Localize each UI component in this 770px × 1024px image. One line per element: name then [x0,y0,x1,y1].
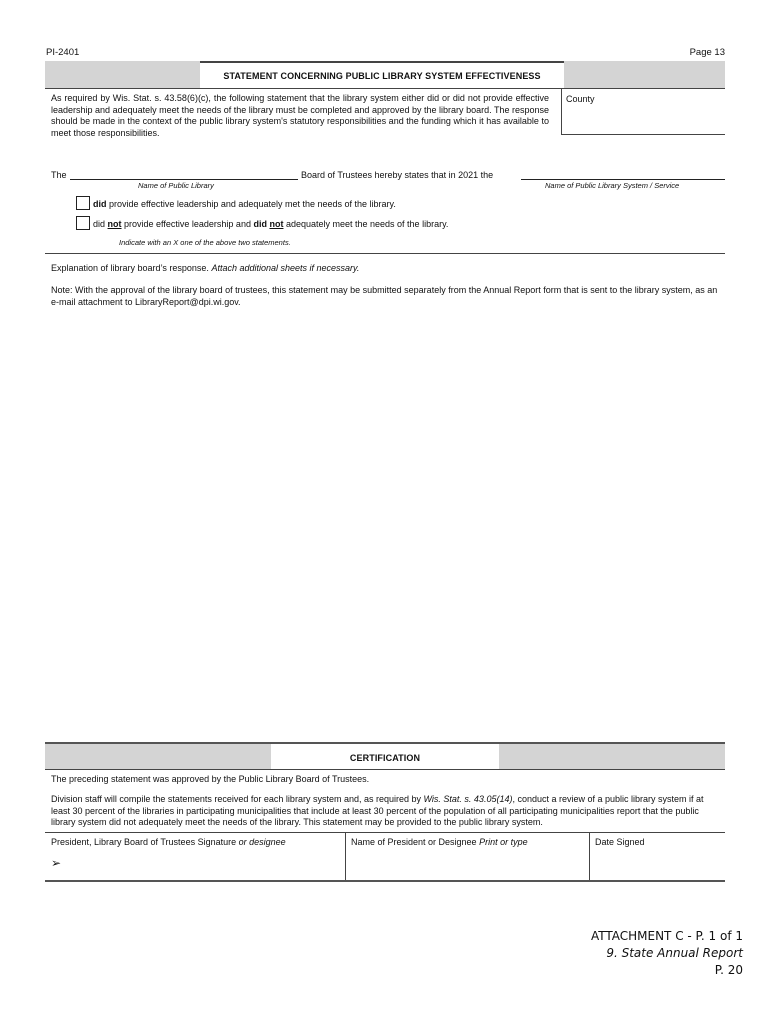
form-id: PI-2401 [46,47,80,58]
sig-divider-2 [589,833,590,881]
name-label [351,837,528,847]
footer-attachment: ATTACHMENT C - P. 1 of 1 [590,929,743,943]
cert-title-divider [45,769,725,770]
cert-shade-right [499,744,725,769]
option-did-word-2: did [253,219,267,229]
option-did-word: did [93,219,106,229]
president-name-field[interactable] [347,850,587,880]
public-library-name-field[interactable] [70,170,298,180]
signature-arrow-icon: ➢ [51,856,62,870]
name-label-italic: Print or type [479,837,528,847]
date-label: Date Signed [595,837,645,847]
name-label-plain: Name of President or Designee [351,837,480,847]
cert-division-pre: Division staff will compile the statements received for each library system and, as required by [51,794,424,804]
signature-label-plain: President, Library Board of Trustees Signature [51,837,239,847]
explanation-plain: Explanation of library board’s response. [51,263,212,273]
system-name-field[interactable] [521,170,725,180]
indicate-note: Indicate with an X one of the above two statements. [119,238,291,247]
footer-report: 9. State Annual Report [606,946,743,960]
option-mid: provide effective leadership and [121,219,254,229]
option-not-word: not [107,219,122,229]
public-library-caption: Name of Public Library [138,181,214,190]
did-not-checkbox[interactable] [76,216,90,230]
county-field[interactable] [562,101,725,135]
title-divider [45,88,725,89]
sig-row-top [45,832,725,833]
explanation-label [51,263,359,273]
signature-label [51,837,286,847]
cert-division-text [51,794,721,829]
option-did-bold: did [93,199,107,209]
footer-page: P. 20 [714,963,743,977]
cert-approved-text: The preceding statement was approved by the Public Library Board of Trustees. [51,774,370,784]
cert-division-post: , conduct a review of a public library system if at least 30 percent of the libraries in participating municipalities that include at least 30 percent of the population of all participating municipalities report that the public library system did not adequately meet the needs of the library. This statement may be provided to the public library system. [51,794,704,828]
signature-field[interactable] [46,850,345,880]
explanation-italic: Attach additional sheets if necessary. [211,263,360,273]
submission-note: Note: With the approval of the library board of trustees, this statement may be submitted separately from the Annual Report form that is sent to the library system, as an e-mail attachment to LibraryReport@dpi.wi.gov. [51,285,718,307]
county-label: County [566,94,595,104]
statement-title: STATEMENT CONCERNING PUBLIC LIBRARY SYSTEM EFFECTIVENESS [223,71,541,81]
sig-divider-1 [345,833,346,881]
option-did-text [93,199,396,209]
explanation-text-area[interactable] [45,312,725,732]
sig-row-bottom [45,880,725,882]
did-checkbox[interactable] [76,196,90,210]
system-caption: Name of Public Library System / Service [545,181,680,190]
board-text: Board of Trustees hereby states that in 2021 the [301,170,494,180]
option-did-not-text [93,219,448,229]
the-label: The [51,170,67,180]
option-did-rest: provide effective leadership and adequately met the needs of the library. [106,199,396,209]
signature-label-italic: or designee [238,837,286,847]
option-not-word-2: not [269,219,284,229]
date-signed-field[interactable] [591,850,725,880]
statement-intro: As required by Wis. Stat. s. 43.58(6)(c), the following statement that the library system either did or did not provide effective leadership and adequately meet the needs of the library must be completed and approved by the library board. The response should be made in the context of the public library system's statutory responsibilities and the funding which it has available to meet those responsibilities. [51,93,549,138]
section-divider [45,253,725,254]
option-rest: adequately meet the needs of the library. [283,219,449,229]
cert-title: CERTIFICATION [349,753,421,763]
cert-division-cite: Wis. Stat. s. 43.05(14) [423,794,513,804]
county-header-shade [565,61,725,89]
page-number: Page 13 [689,47,725,58]
cert-shade-left [45,744,271,769]
